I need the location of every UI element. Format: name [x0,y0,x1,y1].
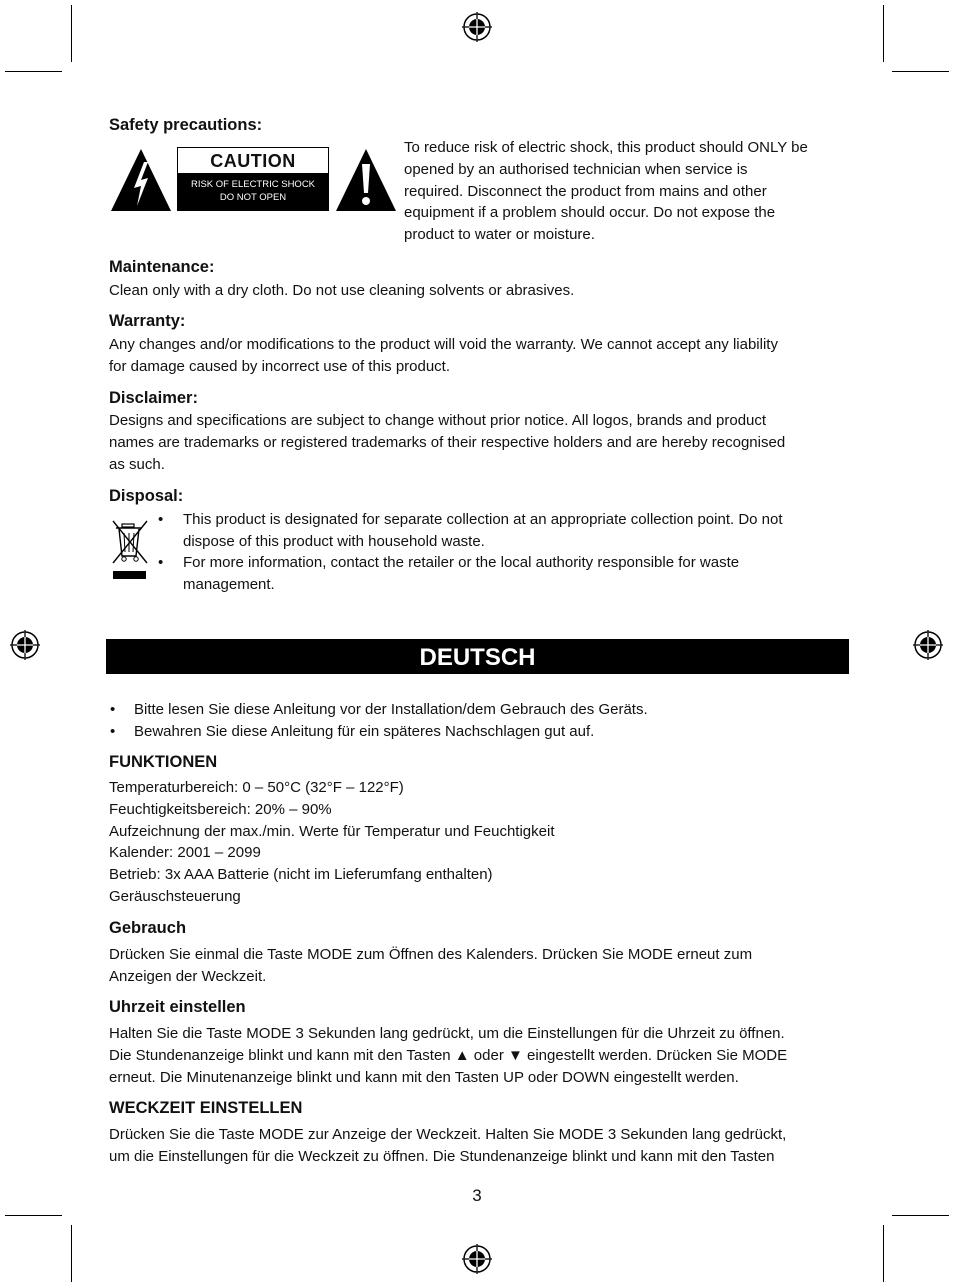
maintenance-heading: Maintenance: [109,258,215,276]
crop-mark [883,5,884,62]
page-number: 3 [472,1186,482,1205]
disclaimer-heading: Disclaimer: [109,389,198,407]
crop-mark [892,1215,949,1216]
disposal-heading: Disposal: [109,487,184,505]
crop-mark [71,1225,72,1282]
weee-bin-icon [110,518,150,580]
list-item: • This product is designated for separate collection at an appropriate collection point. Do not dispose of this product with household waste. [158,511,783,550]
warranty-text: Any changes and/or modifications to the product will void the warranty. We cannot accept any liability for damage caused by incorrect use of this product. [109,336,778,375]
section-banner: DEUTSCH [106,639,849,674]
safety-heading: Safety precautions: [109,116,263,134]
registration-mark-icon [462,1244,492,1274]
maintenance-text: Clean only with a dry cloth. Do not use cleaning solvents or abrasives. [109,282,575,299]
registration-mark-icon [10,630,40,660]
weckzeit-text: Drücken Sie die Taste MODE zur Anzeige der Weckzeit. Halten Sie MODE 3 Sekunden lang gedrückt, um die Einstellungen für die Weckzeit zu öffnen. Die Stundenanzeige blinkt und kann mit den Tasten [109,1126,787,1165]
safety-text: To reduce risk of electric shock, this product should ONLY be opened by an authorised technician when service is required. Disconnect the product from mains and other equipment if a problem should occur. Do not expose the product to water or moisture. [404,139,808,244]
crop-mark [5,1215,62,1216]
caution-title: CAUTION [210,151,296,171]
crop-mark [71,5,72,62]
lightning-warning-icon [110,148,172,212]
crop-mark [883,1225,884,1282]
registration-mark-icon [913,630,943,660]
gebrauch-heading: Gebrauch [109,919,187,937]
weckzeit-heading: WECKZEIT EINSTELLEN [109,1099,303,1117]
list-item: • Bitte lesen Sie diese Anleitung vor der Installation/dem Gebrauch des Geräts. [110,701,648,718]
registration-mark-icon [462,12,492,42]
gebrauch-text: Drücken Sie einmal die Taste MODE zum Öffnen des Kalenders. Drücken Sie MODE erneut zum Anzeigen der Weckzeit. [109,946,753,985]
crop-mark [892,71,949,72]
crop-mark [5,71,62,72]
caution-label [177,147,329,211]
disclaimer-text: Designs and specifications are subject to change without prior notice. All logos, brands and product names are trademarks or registered trademarks of their respective holders and are hereby recognised as such. [109,412,786,473]
warranty-heading: Warranty: [109,312,186,330]
list-item: • For more information, contact the retailer or the local authority responsible for waste management. [158,554,740,593]
caution-warning-text: RISK OF ELECTRIC SHOCK DO NOT OPEN [178,173,328,210]
list-item: • Bewahren Sie diese Anleitung für ein späteres Nachschlagen gut auf. [110,723,595,740]
uhrzeit-heading: Uhrzeit einstellen [109,998,246,1016]
funktionen-text: Temperaturbereich: 0 – 50°C (32°F – 122°F) Feuchtigkeitsbereich: 20% – 90% Aufzeichnung der max./min. Werte für Temperatur und Feuchtigkeit Kalender: 2001 – 2099 Betrieb: 3x AAA Batterie (nicht im Lieferumfang enthalten) Geräuschsteuerung [109,779,555,905]
funktionen-heading: FUNKTIONEN [109,753,218,771]
uhrzeit-text: Halten Sie die Taste MODE 3 Sekunden lang gedrückt, um die Einstellungen für die Uhrzeit zu öffnen. Die Stundenanzeige blinkt und kann mit den Tasten ▲ oder ▼ eingestellt werden. Drücken Sie MODE erneut. Die Minutenanzeige blinkt und kann mit den Tasten UP oder DOWN eingestellt werden. [109,1025,788,1086]
exclamation-warning-icon [335,148,397,212]
